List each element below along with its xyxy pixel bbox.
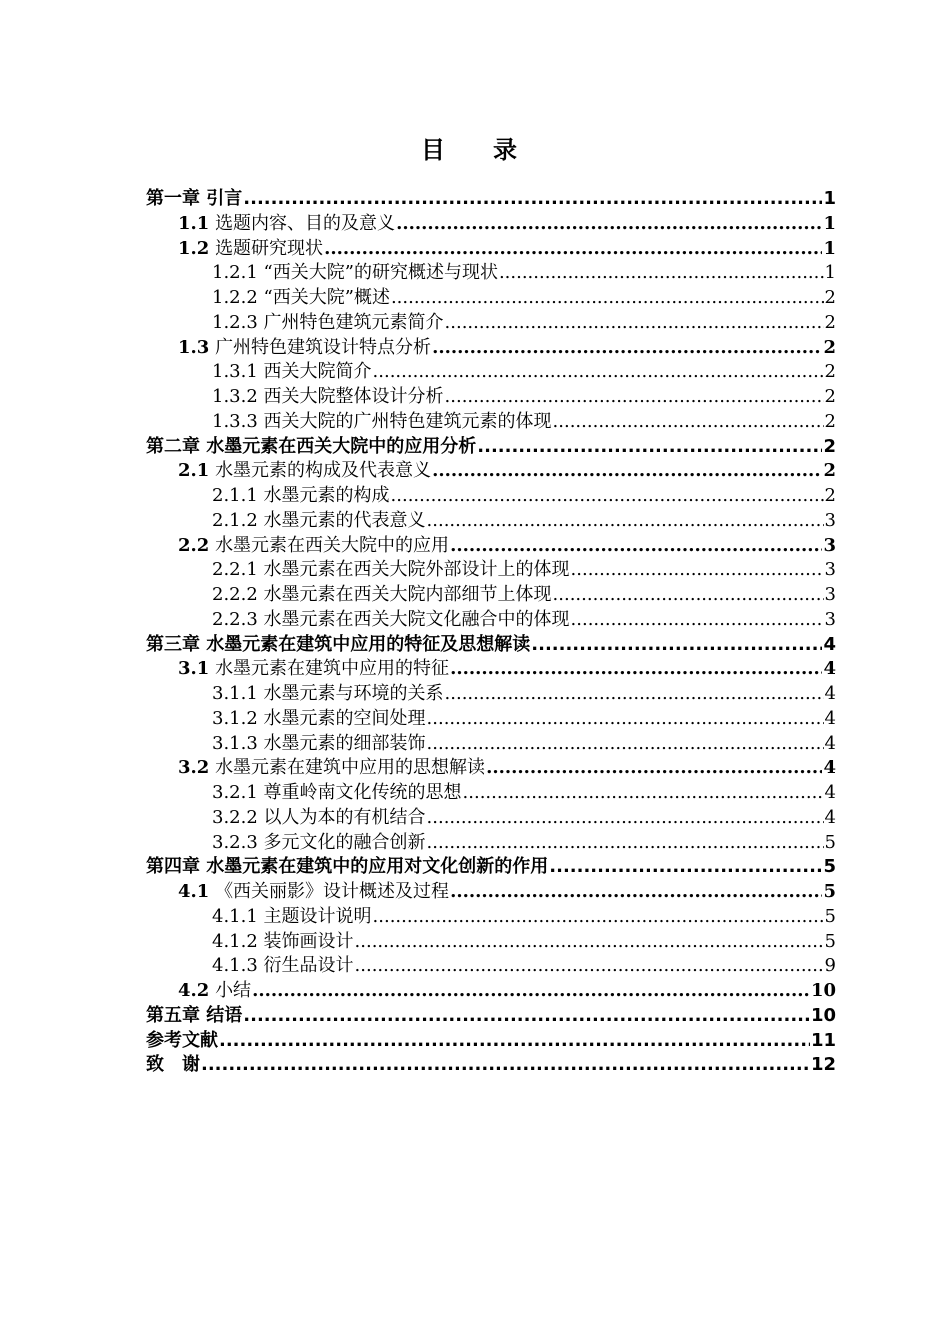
toc-entry-label: 水墨元素与环境的关系 (263, 683, 444, 704)
toc-entry[interactable] (146, 954, 836, 979)
toc-entry-label: 衍生品设计 (263, 955, 354, 977)
toc-entry[interactable] (146, 187, 836, 212)
toc-entry[interactable] (146, 459, 836, 484)
toc-entry-number: 3.2.2 (212, 806, 258, 828)
toc-entry[interactable] (146, 1053, 836, 1078)
toc-entry-title (178, 756, 485, 781)
toc-entry-label: 尊重岭南文化传统的思想 (263, 782, 462, 803)
toc-entry[interactable] (146, 831, 836, 856)
toc-leader-dots (450, 534, 822, 559)
toc-entry-number: 2.1.2 (212, 509, 258, 531)
toc-entry[interactable] (146, 707, 836, 732)
toc-leader-dots (553, 583, 824, 608)
toc-leader-dots (427, 831, 824, 856)
toc-entry-number: 1.3.3 (212, 410, 258, 432)
toc-page-number: 1 (823, 237, 836, 259)
toc-page-number: 5 (823, 856, 836, 878)
toc-entry[interactable] (146, 360, 836, 385)
toc-page-number: 2 (823, 336, 836, 358)
toc-entry-title (212, 831, 426, 856)
toc-entry-number: 1.2.2 (212, 287, 258, 308)
toc-entry[interactable] (146, 286, 836, 311)
toc-entry-title (212, 954, 354, 979)
toc-page-number: 10 (810, 1004, 836, 1026)
toc-entry-label: 广州特色建筑设计特点分析 (215, 336, 432, 358)
toc-entry[interactable] (146, 311, 836, 336)
toc-leader-dots (427, 732, 824, 757)
toc-leader-dots (450, 657, 822, 682)
toc-entry-label: 水墨元素在西关大院中的应用 (215, 534, 450, 556)
toc-leader-dots (427, 707, 824, 732)
toc-page-number: 5 (824, 831, 836, 853)
toc-entry-title (212, 311, 444, 336)
toc-entry-label: 选题内容、目的及意义 (215, 212, 396, 234)
toc-entry[interactable] (146, 855, 836, 880)
toc-leader-dots (486, 756, 822, 781)
toc-entry-title (212, 732, 426, 757)
toc-page-number: 10 (810, 980, 836, 1001)
toc-entry-title (178, 459, 431, 484)
toc-entry-title (146, 1053, 200, 1078)
toc-entry[interactable] (146, 410, 836, 435)
toc-leader-dots (243, 187, 822, 212)
toc-entry-number: 4.1.3 (212, 955, 258, 977)
toc-entry-number: 3.1.1 (212, 683, 258, 704)
toc-entry-title (146, 1004, 242, 1029)
toc-entry-label: 水墨元素在西关大院文化融合中的体现 (263, 608, 570, 630)
toc-leader-dots (445, 311, 824, 336)
toc-entry-number: 4.1.2 (212, 930, 258, 952)
toc-entry-label: 选题研究现状 (215, 237, 324, 259)
toc-entry-label: 多元文化的融合创新 (263, 831, 426, 853)
toc-leader-dots (427, 806, 824, 831)
toc-entry-title (212, 410, 552, 435)
toc-entry-number: 3.2 (178, 757, 210, 779)
toc-entry-label: “西关大院”概述 (263, 287, 390, 308)
toc-page-number: 4 (824, 707, 836, 729)
toc-entry-label: 致 谢 (146, 1054, 200, 1076)
toc-entry[interactable] (146, 534, 836, 559)
toc-entry-label: 西关大院简介 (263, 361, 372, 383)
toc-page-number: 4 (824, 806, 836, 828)
toc-entry[interactable] (146, 880, 836, 905)
toc-entry-title (178, 336, 431, 361)
toc-entry-label: 以人为本的有机结合 (263, 806, 426, 828)
toc-leader-dots (445, 682, 824, 707)
toc-leader-dots (549, 855, 822, 880)
toc-leader-dots (499, 261, 824, 286)
toc-leader-dots (553, 410, 824, 435)
toc-leader-dots (396, 212, 822, 237)
toc-entry[interactable] (146, 509, 836, 534)
toc-entry-label: 水墨元素的空间处理 (263, 707, 426, 729)
toc-leader-dots (432, 336, 822, 361)
toc-page-number: 2 (824, 386, 836, 407)
toc-page-number: 2 (824, 361, 836, 383)
toc-leader-dots (373, 360, 824, 385)
toc-entry-title (212, 360, 372, 385)
toc-entry-title (146, 1029, 218, 1054)
toc-entry-number: 3.2.3 (212, 831, 258, 853)
toc-entry[interactable] (146, 336, 836, 361)
toc-entry-number: 1.2.1 (212, 262, 258, 284)
toc-entry-label: 第五章 结语 (146, 1004, 243, 1026)
toc-entry[interactable] (146, 1004, 836, 1029)
toc-entry[interactable] (146, 435, 836, 460)
toc-entry-label: 西关大院的广州特色建筑元素的体现 (263, 410, 552, 432)
toc-entry-number: 2.2.2 (212, 584, 258, 605)
toc-entry-number: 3.1 (178, 658, 210, 680)
toc-entry-label: 主题设计说明 (263, 905, 372, 927)
toc-entry-title (212, 608, 570, 633)
toc-entry[interactable] (146, 682, 836, 707)
toc-entry-number: 2.2.1 (212, 559, 258, 581)
toc-page-number: 2 (824, 287, 836, 308)
toc-entry-label: 第三章 水墨元素在建筑中应用的特征及思想解读 (146, 633, 531, 655)
toc-page-number: 3 (824, 509, 836, 531)
toc-entry-title (212, 286, 390, 311)
toc-entry-label: 水墨元素在西关大院外部设计上的体现 (263, 559, 570, 581)
toc-leader-dots (219, 1029, 810, 1054)
toc-entry-number: 4.1.1 (212, 905, 258, 927)
toc-entry-title (212, 385, 444, 410)
toc-page-number: 3 (824, 559, 836, 581)
toc-entry-title (178, 657, 449, 682)
toc-entry-number: 4.1 (178, 881, 210, 902)
toc-page-number: 4 (824, 683, 836, 704)
toc-leader-dots (324, 237, 822, 262)
toc-page-number: 4 (823, 633, 836, 655)
toc-entry-number: 1.2 (178, 237, 210, 259)
toc-entry[interactable] (146, 212, 836, 237)
toc-entry[interactable] (146, 930, 836, 955)
toc-leader-dots (427, 509, 824, 534)
toc-page-number: 5 (824, 905, 836, 927)
toc-entry-title (212, 806, 426, 831)
toc-entry-label: 小结 (215, 980, 252, 1001)
toc-page-number: 2 (823, 435, 836, 457)
toc-entry[interactable] (146, 905, 836, 930)
toc-entry-number: 1.3.1 (212, 361, 258, 383)
toc-entry-label: 第二章 水墨元素在西关大院中的应用分析 (146, 435, 477, 457)
toc-entry-title (212, 583, 552, 608)
toc-entry[interactable] (146, 732, 836, 757)
toc-entry-label: 装饰画设计 (263, 930, 354, 952)
toc-entry-number: 2.2 (178, 534, 210, 556)
toc-entry-title (212, 930, 354, 955)
toc-entry-title (212, 682, 444, 707)
toc-leader-dots (391, 484, 824, 509)
toc-entry-title (212, 558, 570, 583)
table-of-contents (146, 187, 836, 1078)
toc-page-number: 2 (824, 311, 836, 333)
toc-entry-title (178, 237, 323, 262)
toc-leader-dots (571, 558, 824, 583)
toc-entry-number: 3.1.2 (212, 707, 258, 729)
toc-entry[interactable] (146, 385, 836, 410)
toc-entry-title (178, 979, 251, 1004)
toc-leader-dots (445, 385, 824, 410)
toc-entry-number: 2.1 (178, 460, 210, 482)
toc-leader-dots (252, 979, 810, 1004)
toc-entry-label: 水墨元素在建筑中应用的特征 (215, 658, 450, 680)
toc-entry-label: 西关大院整体设计分析 (263, 386, 444, 407)
toc-entry-title (146, 855, 548, 880)
toc-entry[interactable] (146, 261, 836, 286)
toc-leader-dots (477, 435, 822, 460)
toc-page-number: 4 (823, 757, 836, 779)
toc-entry-number: 3.1.3 (212, 732, 258, 754)
toc-leader-dots (450, 880, 822, 905)
toc-entry-label: 水墨元素的构成及代表意义 (215, 460, 432, 482)
toc-entry-number: 1.1 (178, 212, 210, 234)
toc-page-number: 4 (823, 658, 836, 680)
toc-entry-label: 第一章 引言 (146, 188, 243, 209)
toc-entry-title (178, 534, 449, 559)
toc-entry-title (212, 484, 390, 509)
toc-entry-number: 1.3.2 (212, 386, 258, 407)
toc-page-number: 3 (823, 534, 836, 556)
toc-entry-title (212, 905, 372, 930)
toc-entry[interactable] (146, 237, 836, 262)
toc-page-number: 4 (824, 732, 836, 754)
toc-page-number: 1 (823, 188, 836, 209)
toc-entry[interactable] (146, 558, 836, 583)
toc-leader-dots (391, 286, 824, 311)
toc-entry-title (146, 435, 476, 460)
toc-entry-title (178, 880, 449, 905)
toc-entry-title (146, 633, 530, 658)
toc-entry-title (178, 212, 395, 237)
toc-entry-title (212, 509, 426, 534)
toc-entry-label: 参考文献 (146, 1029, 218, 1051)
toc-entry[interactable] (146, 657, 836, 682)
toc-entry-number: 1.3 (178, 336, 210, 358)
toc-page-number: 2 (824, 410, 836, 432)
toc-entry-number: 2.1.1 (212, 485, 258, 506)
toc-entry-number: 3.2.1 (212, 782, 258, 803)
toc-entry-title (146, 187, 242, 212)
toc-entry-label: 水墨元素的代表意义 (263, 509, 426, 531)
toc-entry-number: 4.2 (178, 980, 210, 1001)
toc-leader-dots (355, 954, 824, 979)
toc-entry-label: 水墨元素在建筑中应用的思想解读 (215, 757, 486, 779)
toc-page-number: 11 (810, 1029, 836, 1051)
toc-entry[interactable] (146, 1029, 836, 1054)
toc-entry[interactable] (146, 781, 836, 806)
toc-page-number: 5 (824, 930, 836, 952)
toc-entry-number: 2.2.3 (212, 608, 258, 630)
toc-page-number: 2 (824, 485, 836, 506)
toc-leader-dots (201, 1053, 810, 1078)
toc-leader-dots (373, 905, 824, 930)
toc-entry-label: 水墨元素在西关大院内部细节上体现 (263, 584, 552, 605)
toc-page-number: 5 (823, 881, 836, 902)
toc-entry-label: 水墨元素的细部装饰 (263, 732, 426, 754)
toc-entry[interactable] (146, 979, 836, 1004)
toc-entry-label: 第四章 水墨元素在建筑中的应用对文化创新的作用 (146, 856, 549, 878)
toc-page-number: 12 (810, 1054, 836, 1076)
toc-page-number: 3 (824, 608, 836, 630)
toc-leader-dots (243, 1004, 810, 1029)
toc-entry-label: 广州特色建筑元素简介 (263, 311, 444, 333)
toc-entry[interactable] (146, 484, 836, 509)
toc-entry-label: 水墨元素的构成 (263, 485, 390, 506)
toc-page-number: 1 (823, 212, 836, 234)
toc-leader-dots (463, 781, 824, 806)
toc-leader-dots (432, 459, 822, 484)
toc-entry[interactable] (146, 633, 836, 658)
toc-page-number: 1 (824, 262, 836, 284)
toc-entry[interactable] (146, 608, 836, 633)
page-title: 目 录 (421, 136, 529, 164)
toc-leader-dots (355, 930, 824, 955)
toc-entry-label: 《西关丽影》设计概述及过程 (215, 881, 450, 902)
toc-leader-dots (531, 633, 822, 658)
toc-page-number: 4 (824, 782, 836, 803)
toc-entry-title (212, 781, 462, 806)
toc-entry-number: 1.2.3 (212, 311, 258, 333)
toc-entry-title (212, 261, 498, 286)
toc-page-number: 3 (824, 584, 836, 605)
toc-page-number: 9 (824, 955, 836, 977)
toc-entry-title (212, 707, 426, 732)
toc-entry[interactable] (146, 756, 836, 781)
toc-entry[interactable] (146, 806, 836, 831)
toc-entry-label: “西关大院”的研究概述与现状 (263, 262, 498, 284)
toc-leader-dots (571, 608, 824, 633)
toc-page-number: 2 (823, 460, 836, 482)
toc-entry[interactable] (146, 583, 836, 608)
